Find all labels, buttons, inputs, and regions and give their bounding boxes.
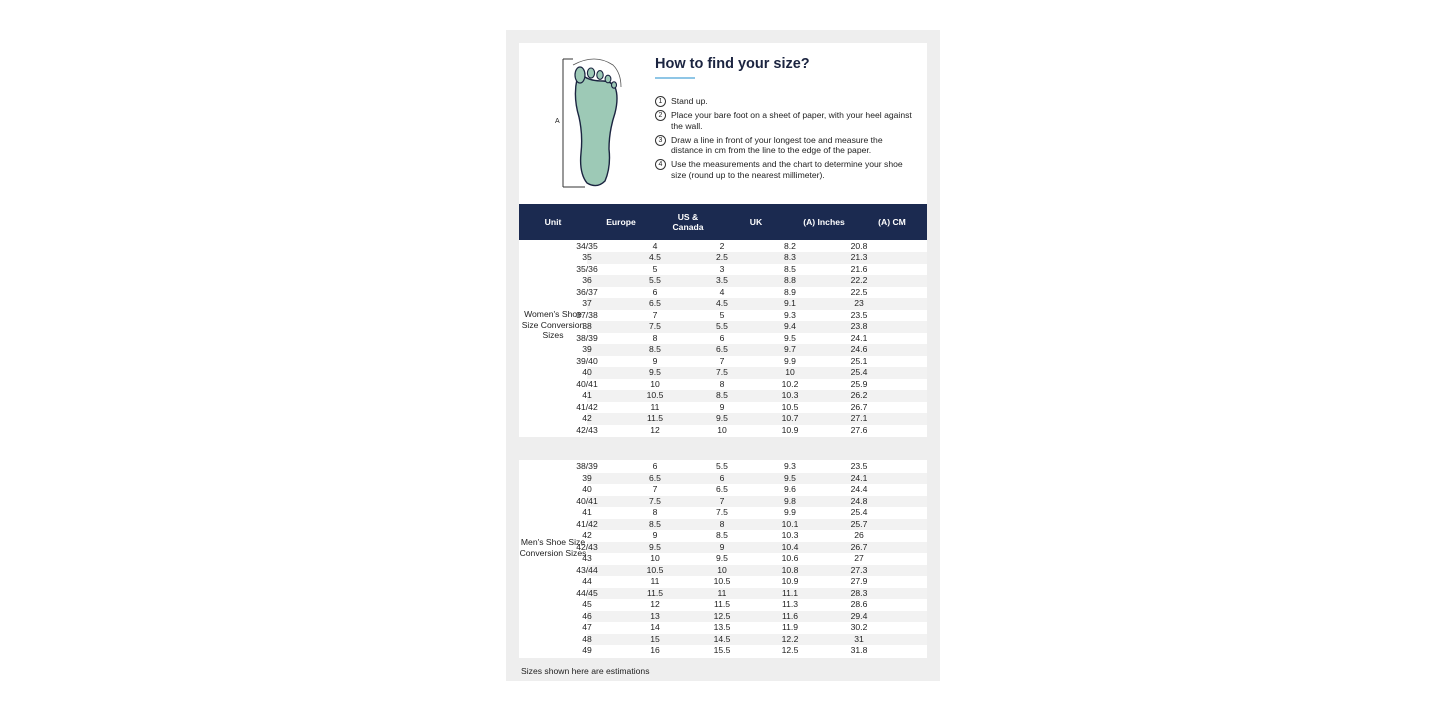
cell-europe: 45 (582, 599, 592, 609)
cell-inches: 10.7 (781, 413, 799, 423)
header-inches: (A) Inches (803, 217, 845, 227)
cell-europe: 42 (582, 413, 592, 423)
cell-uk: 10 (717, 424, 727, 435)
title-underline (655, 77, 695, 79)
cell-uk: 6 (719, 472, 725, 483)
cell-cm: 23.5 (850, 461, 868, 471)
cell-us-canada: 14 (650, 622, 660, 632)
cell-uk: 7 (719, 495, 725, 506)
howto-title: How to find your size? (655, 56, 810, 72)
table-row (576, 378, 927, 391)
cell-uk: 3 (719, 263, 725, 274)
cell-europe: 35 (582, 252, 592, 262)
cell-europe: 35/36 (576, 263, 598, 274)
cell-uk: 8.5 (716, 390, 728, 400)
step-number: 4 (655, 159, 666, 170)
cell-inches: 9.7 (784, 344, 796, 354)
cell-europe: 40 (582, 367, 592, 377)
women-size-table (519, 240, 927, 437)
cell-europe: 39 (582, 472, 592, 483)
cell-uk: 8 (719, 518, 725, 529)
table-row (576, 240, 927, 253)
cell-us-canada: 11 (650, 576, 660, 586)
cell-inches: 10.6 (781, 553, 799, 563)
cell-uk: 9.5 (716, 553, 728, 563)
cell-inches: 9.5 (784, 472, 796, 483)
cell-europe: 40 (582, 484, 592, 494)
cell-uk: 3.5 (716, 275, 728, 285)
table-row (582, 344, 927, 356)
cell-uk: 6 (719, 332, 725, 343)
cell-europe: 43/44 (576, 564, 598, 575)
header-unit: Unit (544, 217, 562, 227)
estimation-note: Sizes shown here are estimations (521, 666, 650, 676)
men-unit-label: Men's Shoe Size Conversion Sizes (519, 537, 587, 558)
cell-cm: 28.3 (850, 587, 868, 598)
cell-europe: 37 (582, 298, 592, 308)
table-row (576, 263, 927, 276)
header-europe: Europe (606, 217, 636, 227)
cell-uk: 10 (717, 564, 727, 575)
table-row (582, 645, 927, 657)
cell-europe: 41/42 (576, 518, 598, 529)
cell-cm: 24.4 (850, 484, 868, 494)
cell-inches: 10.1 (781, 518, 799, 529)
cell-cm: 20.8 (850, 240, 868, 251)
cell-inches: 10.3 (781, 530, 799, 540)
cell-cm: 29.4 (850, 610, 868, 621)
cell-cm: 25.4 (850, 507, 868, 517)
cell-cm: 26.7 (850, 541, 868, 552)
table-row (582, 413, 927, 425)
table-row (582, 599, 927, 611)
cell-us-canada: 8.5 (649, 344, 661, 354)
cell-inches: 10.9 (781, 424, 799, 435)
cell-cm: 26.7 (850, 401, 868, 412)
cell-inches: 9.9 (784, 507, 796, 517)
cell-uk: 5 (719, 309, 725, 320)
cell-uk: 8 (719, 378, 725, 389)
cell-inches: 10.5 (781, 401, 799, 412)
cell-europe: 47 (582, 622, 592, 632)
cell-europe: 42/43 (576, 424, 598, 435)
cell-cm: 24.6 (850, 344, 868, 354)
how-to-card (519, 43, 927, 204)
table-row (582, 576, 927, 588)
table-row (582, 390, 927, 402)
cell-us-canada: 15 (650, 633, 660, 644)
table-row (582, 622, 927, 634)
step-item (655, 159, 917, 180)
cell-us-canada: 11 (650, 401, 660, 412)
table-row (576, 355, 927, 368)
cell-cm: 31.8 (850, 645, 868, 655)
table-header (519, 204, 927, 240)
cell-cm: 28.6 (850, 599, 868, 609)
cell-europe: 36 (582, 275, 592, 285)
table-row (576, 286, 927, 299)
cell-inches: 8.8 (784, 275, 796, 285)
cell-inches: 9.3 (784, 461, 796, 471)
step-text: Stand up. (671, 96, 708, 106)
cell-uk: 13.5 (713, 622, 731, 632)
cell-us-canada: 9 (652, 355, 658, 366)
cell-inches: 11.1 (781, 587, 799, 598)
cell-cm: 21.6 (850, 263, 868, 274)
table-row (582, 507, 927, 519)
cell-europe: 49 (582, 645, 592, 655)
cell-europe: 43 (582, 553, 592, 563)
cell-us-canada: 10 (650, 378, 660, 389)
cell-cm: 27.3 (850, 564, 868, 575)
cell-uk: 14.5 (713, 633, 731, 644)
cell-cm: 25.9 (850, 378, 868, 389)
cell-uk: 2.5 (716, 252, 728, 262)
cell-europe: 39/40 (576, 355, 598, 366)
steps-list (655, 96, 917, 184)
cell-cm: 31 (854, 633, 864, 644)
cell-cm: 30.2 (850, 622, 868, 632)
table-row (576, 461, 927, 473)
cell-europe: 40/41 (576, 495, 598, 506)
cell-us-canada: 11.5 (646, 587, 664, 598)
cell-us-canada: 7 (652, 309, 658, 320)
cell-uk: 7 (719, 355, 725, 366)
cell-uk: 6.5 (716, 484, 728, 494)
foot-measure-icon (555, 57, 635, 191)
cell-inches: 10.3 (781, 390, 799, 400)
cell-inches: 10 (785, 367, 795, 377)
cell-uk: 11.5 (713, 599, 731, 609)
cell-inches: 9.6 (784, 484, 796, 494)
cell-us-canada: 6.5 (649, 472, 661, 483)
table-row (576, 495, 927, 508)
cell-europe: 46 (582, 610, 592, 621)
table-row (582, 553, 927, 565)
cell-us-canada: 7.5 (649, 495, 661, 506)
cell-uk: 7.5 (716, 507, 728, 517)
cell-us-canada: 10.5 (646, 564, 664, 575)
cell-europe: 38 (582, 321, 592, 331)
table-row (582, 298, 927, 310)
cell-us-canada: 4 (652, 240, 658, 251)
cell-uk: 15.5 (713, 645, 731, 655)
cell-cm: 26.2 (850, 390, 868, 400)
cell-cm: 23.8 (850, 321, 868, 331)
cell-inches: 8.5 (784, 263, 796, 274)
table-row (576, 309, 927, 322)
table-row (582, 530, 927, 542)
cell-inches: 9.4 (784, 321, 796, 331)
step-item (655, 135, 917, 156)
cell-inches: 9.5 (784, 332, 796, 343)
cell-cm: 21.3 (850, 252, 868, 262)
table-row (576, 518, 927, 531)
cell-us-canada: 6.5 (649, 298, 661, 308)
cell-cm: 27.9 (850, 576, 868, 586)
cell-inches: 9.3 (784, 309, 796, 320)
cell-inches: 12.2 (781, 633, 799, 644)
cell-uk: 8.5 (716, 530, 728, 540)
cell-uk: 7.5 (716, 367, 728, 377)
cell-inches: 10.2 (781, 378, 799, 389)
cell-uk: 6.5 (716, 344, 728, 354)
header-uk: UK (749, 217, 763, 227)
cell-europe: 48 (582, 633, 592, 644)
cell-us-canada: 8 (652, 332, 658, 343)
cell-inches: 10.4 (781, 541, 799, 552)
cell-inches: 8.2 (784, 240, 796, 251)
cell-us-canada: 12 (650, 424, 660, 435)
cell-uk: 11 (717, 587, 727, 598)
cell-us-canada: 9 (652, 530, 658, 540)
table-row (576, 587, 927, 600)
cell-us-canada: 16 (650, 645, 660, 655)
cell-cm: 27.1 (850, 413, 868, 423)
cell-cm: 23.5 (850, 309, 868, 320)
table-row (582, 252, 927, 264)
cell-cm: 25.4 (850, 367, 868, 377)
foot-label-a: A (555, 118, 560, 125)
cell-cm: 27 (854, 553, 864, 563)
cell-us-canada: 9.5 (649, 367, 661, 377)
cell-europe: 40/41 (576, 378, 598, 389)
table-row (582, 484, 927, 496)
cell-europe: 44/45 (576, 587, 598, 598)
table-row (576, 541, 927, 554)
cell-us-canada: 7.5 (649, 321, 661, 331)
cell-uk: 9 (719, 401, 725, 412)
cell-us-canada: 4.5 (649, 252, 661, 262)
step-number: 3 (655, 135, 666, 146)
cell-us-canada: 13 (650, 610, 660, 621)
cell-uk: 12.5 (713, 610, 731, 621)
cell-uk: 4.5 (716, 298, 728, 308)
table-row (576, 401, 927, 414)
cell-europe: 42 (582, 530, 592, 540)
cell-cm: 22.5 (850, 286, 868, 297)
cell-uk: 9 (719, 541, 725, 552)
cell-inches: 8.9 (784, 286, 796, 297)
table-row (582, 367, 927, 379)
cell-us-canada: 5.5 (649, 275, 661, 285)
step-number: 1 (655, 96, 666, 107)
cell-inches: 9.1 (784, 298, 796, 308)
cell-cm: 24.1 (850, 472, 868, 483)
cell-us-canada: 9.5 (649, 541, 661, 552)
men-size-table (519, 460, 927, 658)
cell-us-canada: 6 (652, 286, 658, 297)
cell-cm: 24.8 (850, 495, 868, 506)
step-text: Place your bare foot on a sheet of paper, with your heel against the wall. (671, 110, 912, 131)
cell-uk: 2 (719, 240, 725, 251)
cell-cm: 23 (854, 298, 864, 308)
table-row (576, 424, 927, 437)
cell-uk: 5.5 (716, 461, 728, 471)
cell-cm: 25.1 (850, 355, 868, 366)
cell-us-canada: 8 (652, 507, 658, 517)
header-cm: (A) CM (878, 217, 906, 227)
cell-cm: 25.7 (850, 518, 868, 529)
cell-europe: 41 (582, 390, 592, 400)
table-row (582, 321, 927, 333)
cell-europe: 37/38 (576, 309, 598, 320)
cell-inches: 12.5 (781, 645, 799, 655)
table-row (582, 275, 927, 287)
cell-us-canada: 10 (650, 553, 660, 563)
cell-europe: 44 (582, 576, 592, 586)
header-us-canada: US & Canada (672, 212, 704, 232)
cell-inches: 8.3 (784, 252, 796, 262)
cell-us-canada: 8.5 (649, 518, 661, 529)
cell-us-canada: 7 (652, 484, 658, 494)
step-text: Use the measurements and the chart to determine your shoe size (round up to the nearest millimeter). (671, 159, 903, 180)
women-unit-label: Women's Shoe Size Conversion Sizes (521, 309, 585, 341)
cell-europe: 39 (582, 344, 592, 354)
table-row (582, 472, 927, 485)
cell-us-canada: 10.5 (646, 390, 664, 400)
cell-inches: 11.9 (781, 622, 799, 632)
cell-cm: 27.6 (850, 424, 868, 435)
size-guide-panel (506, 30, 940, 681)
step-text: Draw a line in front of your longest toe and measure the distance in cm from the line to the edge of the paper. (671, 134, 883, 156)
cell-inches: 9.8 (784, 495, 796, 506)
cell-inches: 10.9 (781, 576, 799, 586)
table-row (582, 633, 927, 646)
cell-us-canada: 12 (650, 599, 660, 609)
cell-inches: 11.6 (781, 610, 799, 621)
cell-uk: 9.5 (716, 413, 728, 423)
cell-europe: 38/39 (576, 461, 598, 471)
cell-uk: 4 (719, 286, 725, 297)
cell-europe: 41 (582, 507, 592, 517)
cell-europe: 41/42 (576, 401, 598, 412)
cell-europe: 42/43 (576, 541, 598, 552)
cell-uk: 5.5 (716, 321, 728, 331)
step-item (655, 96, 917, 106)
cell-europe: 38/39 (576, 332, 598, 343)
cell-cm: 22.2 (850, 275, 868, 285)
cell-inches: 11.3 (781, 599, 799, 609)
table-row (576, 564, 927, 577)
cell-inches: 10.8 (781, 564, 799, 575)
cell-cm: 24.1 (850, 332, 868, 343)
cell-cm: 26 (854, 530, 864, 540)
step-item (655, 110, 917, 131)
table-row (582, 610, 927, 623)
step-number: 2 (655, 110, 666, 121)
table-row (576, 332, 927, 345)
cell-europe: 34/35 (576, 240, 598, 251)
cell-us-canada: 11.5 (646, 413, 664, 423)
cell-europe: 36/37 (576, 286, 598, 297)
cell-us-canada: 5 (652, 263, 658, 274)
cell-uk: 10.5 (713, 576, 731, 586)
cell-us-canada: 6 (652, 461, 658, 471)
cell-inches: 9.9 (784, 355, 796, 366)
